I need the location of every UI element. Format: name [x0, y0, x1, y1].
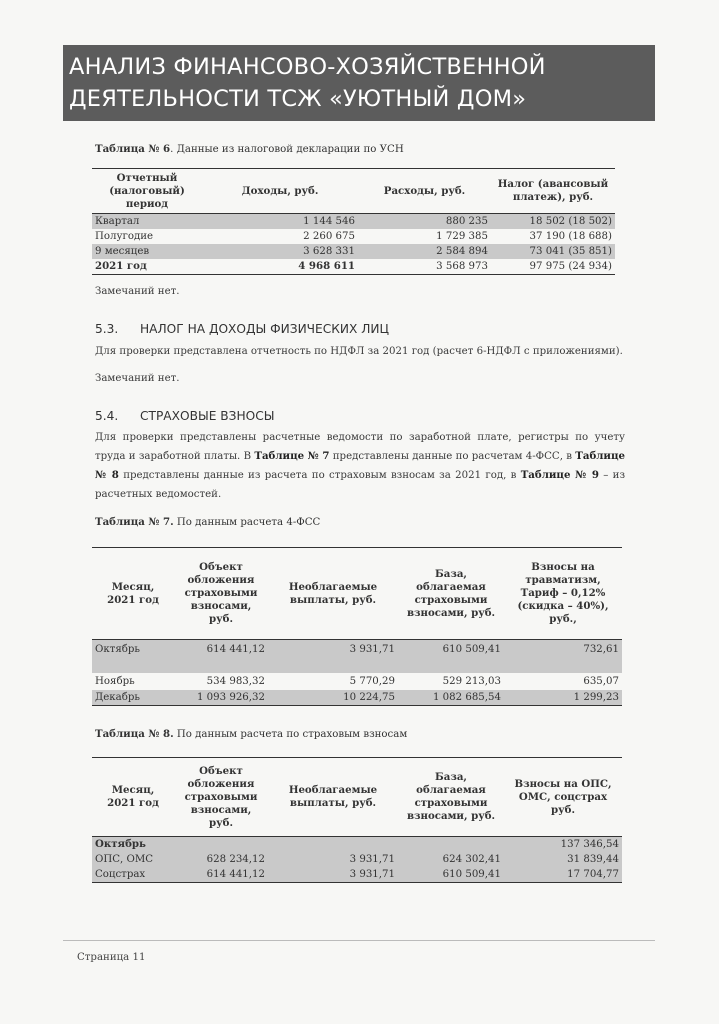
table6-note: Замечаний нет.: [95, 286, 180, 297]
paragraph-text: – из расчетных ведомостей.: [95, 470, 626, 500]
section-5-3-title: НАЛОГ НА ДОХОДЫ ФИЗИЧЕСКИХ ЛИЦ: [140, 322, 389, 336]
table6-cell: Полугодие: [95, 231, 154, 242]
page-title-line-2: ДЕЯТЕЛЬНОСТИ ТСЖ «УЮТНЫЙ ДОМ»: [69, 86, 527, 112]
table6-cell: 880 235: [445, 216, 488, 227]
section-5-4-number: 5.4.: [95, 409, 119, 423]
table7-header-base: База, облагаемая страховыми взносами, руб.: [398, 548, 504, 640]
table8-header-month: Месяц, 2021 год: [92, 758, 174, 837]
table8-header-exempt: Необлагаемые выплаты, руб.: [268, 758, 398, 837]
table6-cell: 2 584 894: [436, 246, 488, 257]
paragraph-text: представлены данные по расчетам 4-ФСС, в: [329, 451, 576, 462]
table7-cell: 614 441,12: [206, 644, 265, 655]
table-row: [92, 867, 622, 883]
table6-cell: Квартал: [95, 216, 140, 227]
paragraph-bold-ref: Таблице № 7: [254, 450, 330, 462]
table-row: [92, 229, 615, 244]
table7-cell: 10 224,75: [343, 691, 395, 703]
table8-caption: [95, 728, 407, 740]
section-5-4-heading: [95, 409, 274, 423]
table6-cell: 18 502 (18 502): [529, 216, 612, 227]
table8-cell: 3 931,71: [349, 854, 395, 865]
section-5-4-title: СТРАХОВЫЕ ВЗНОСЫ: [140, 409, 275, 423]
paragraph-text: Для проверки представлены расчетные ведомости по заработной плате, регистры по учету труда и заработной платы. В: [95, 432, 625, 462]
table6-cell: 2 260 675: [303, 231, 355, 242]
table7-cell: 635,07: [583, 675, 619, 687]
table7-caption-number: Таблица № 7.: [95, 516, 174, 528]
table7-caption-text: По данным расчета 4-ФСС: [173, 517, 321, 528]
table7-cell: 610 509,41: [442, 644, 501, 655]
table6-header-row: [92, 169, 615, 214]
table8: [92, 757, 622, 883]
section-5-3-text: Для проверки представлена отчетность по НДФЛ за 2021 год (расчет 6-НДФЛ с приложениями).: [95, 346, 623, 357]
table8-cell: [268, 837, 398, 853]
page-title-banner: [63, 45, 655, 121]
table7-header-object: Объект обложения страховыми взносами, руб.: [174, 548, 268, 640]
table6-cell: 2021 год: [95, 260, 147, 272]
table8-cell: 610 509,41: [442, 869, 501, 880]
table-row: [92, 690, 622, 706]
table7-cell: Ноябрь: [95, 675, 135, 687]
table6-caption-number: Таблица № 6: [95, 143, 171, 155]
table6-cell: 1 144 546: [303, 216, 355, 227]
table6-cell: 1 729 385: [436, 231, 488, 242]
section-5-3-heading: [95, 322, 389, 336]
table6-cell: 3 628 331: [303, 246, 355, 257]
table7-caption: [95, 516, 320, 528]
table6-header-income: Доходы, руб.: [202, 169, 358, 214]
table8-cell: [174, 837, 268, 853]
table8-cell: 614 441,12: [206, 869, 265, 880]
table7-cell: Декабрь: [95, 691, 140, 703]
table7-cell: 529 213,03: [442, 675, 501, 687]
table8-cell: 31 839,44: [567, 854, 619, 865]
table-row: [92, 673, 622, 690]
table7-cell: Октябрь: [95, 644, 140, 655]
section-5-3-number: 5.3.: [95, 322, 119, 336]
paragraph-bold-ref: Таблице № 8: [95, 450, 625, 481]
table7-cell: 732,61: [583, 644, 619, 655]
footer-divider: [63, 940, 655, 941]
table8-caption-text: По данным расчета по страховым взносам: [173, 729, 408, 740]
table8-cell: ОПС, ОМС: [95, 854, 154, 865]
table7-cell: 534 983,32: [206, 675, 265, 687]
table7-cell: 3 931,71: [349, 644, 395, 655]
table8-cell: 17 704,77: [567, 869, 619, 880]
table-row: [92, 837, 622, 853]
table6: [92, 168, 615, 275]
table7-cell: 1 082 685,54: [432, 691, 501, 703]
table8-header-base: База, облагаемая страховыми взносами, руб.: [398, 758, 504, 837]
table-row: [92, 640, 622, 673]
table6-cell: 3 568 973: [436, 261, 488, 272]
table6-cell: 97 975 (24 934): [529, 261, 612, 272]
table8-header-object: Объект обложения страховыми взносами, руб.: [174, 758, 268, 837]
table7-cell: 1 299,23: [573, 691, 619, 703]
table-row: [92, 214, 615, 230]
table7-header-row: [92, 548, 622, 640]
paragraph-bold-ref: Таблице № 9: [520, 469, 599, 481]
table7-header-exempt: Необлагаемые выплаты, руб.: [268, 548, 398, 640]
table8-caption-number: Таблица № 8.: [95, 728, 174, 740]
table7: [92, 547, 622, 706]
table6-cell: 37 190 (18 688): [529, 231, 612, 242]
table8-cell: [398, 837, 504, 853]
table6-cell: 73 041 (35 851): [529, 246, 612, 257]
table7-cell: 1 093 926,32: [196, 691, 265, 703]
table8-cell: 3 931,71: [349, 869, 395, 880]
page-number: Страница 11: [77, 952, 146, 963]
paragraph-text: представлены данные из расчета по страховым взносам за 2021 год, в: [118, 470, 521, 481]
section-5-3-note: Замечаний нет.: [95, 373, 180, 384]
table8-cell: 624 302,41: [442, 854, 501, 865]
table-row: [92, 244, 615, 259]
table6-cell: 4 968 611: [298, 260, 355, 272]
table7-header-month: Месяц, 2021 год: [92, 548, 174, 640]
table-row: [92, 852, 622, 867]
table6-caption-text: . Данные из налоговой декларации по УСН: [170, 144, 404, 155]
table8-header-row: [92, 758, 622, 837]
table6-cell: 9 месяцев: [95, 246, 150, 257]
table6-header-expenses: Расходы, руб.: [358, 169, 491, 214]
table8-cell: Октябрь: [95, 838, 146, 850]
table6-caption: [95, 143, 404, 155]
table8-cell: 137 346,54: [560, 839, 619, 850]
page-title-line-1: АНАЛИЗ ФИНАНСОВО-ХОЗЯЙСТВЕННОЙ: [69, 54, 546, 80]
section-5-4-paragraph: [95, 428, 625, 504]
table7-cell: 5 770,29: [349, 675, 395, 687]
table-row: [92, 259, 615, 275]
table6-header-tax: Налог (авансовый платеж), руб.: [491, 169, 615, 214]
table8-header-contributions: Взносы на ОПС, ОМС, соцстрах руб.: [504, 758, 622, 837]
table7-header-contributions: Взносы на травматизм, Тариф – 0,12% (скидка – 40%), руб.,: [504, 548, 622, 640]
table6-header-period: Отчетный (налоговый) период: [92, 169, 202, 214]
table8-cell: 628 234,12: [206, 854, 265, 865]
table8-cell: Соцстрах: [95, 869, 146, 880]
